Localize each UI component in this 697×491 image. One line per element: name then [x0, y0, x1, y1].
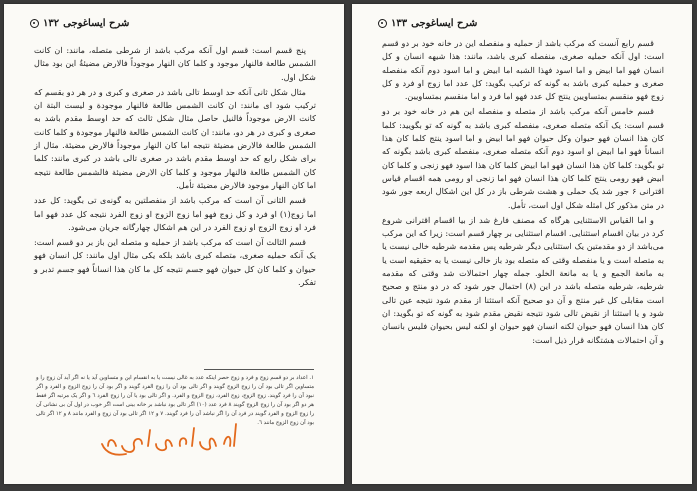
paragraph: قسم رابع آنست که مرکب باشد از حملیه و منفصله این در خانه خود بر دو قسم است: اول آنکه حملیه صغری، منفصله کبری باشد، مانند: هذا شیهه انسان و کل انسان فهو اما ابیض و اما اسود فهذا الشبه اما ابیض و اما اسود دوم آنکه منفصله صغری و حملیه کبری باشد به گونه که ترکیب بگوید: کل عدد اما زوج او فرد و کل زوج فهو منقسم بمتساویین ینتج کل عدد فهو اما فرد و اما منقسم بمتساویین.	[382, 38, 664, 102]
footnote: ١. اعداد بر دو قسم زوج و فرد و زوج حصر اینکه عدد به غالی نیست یا به انقسام این و متساوین آید یا نه اگر آید آن زوج را و متساوین اگر تالی بود آن را زوج الزوج گویند و اگر تالی بود آن را زوج الفرد گویند و اگر بود آن را زوج الزوج و الفرد و اگر نبود آن را فرد گویند. زوج الزوج، زوج الفرد، زوج الزوج و الفرد. و اگر تالی بود یا آن را زوج الفرد ٦ و اگر یک مرتبه اگر فقط هر دو اگر بود آن را زوج الزوج گویند ٨ فرد عدد (١٠) اگر تالی بود نباشد بر خانه بینی است اگر خوب در اول آن بی نشانی آن را زوج الزوج و الفرد گویند در فرد آن را اگر نباشد آن را فرد گویند. ٧ و ١٢ اگر تالی بود آن زوج و الفرد مانند ٨ و ١٢ اگر تالی بود آن زوج الزوج مانند ٦.	[36, 375, 314, 426]
right-page	[352, 4, 692, 484]
paragraph: و اما القیاس الاستثنایی هرگاه که مصنف فارغ شد از بیا اقسام اقترانی شروع کرد در بیان اقسام استثنایی. اقسام استثنایی بر چهار قسم است: زیرا که این مرکب می‌باشد از دو مقدمتین یک استثنایی دیگر شرطیه پس مقدمه شرطیه خالی نیست یا به متصله است و یا منفصله وقتی که متصله بود باز خالی نیست یا به حقیقیه است یا به مانعة الجمع و یا به مانعة الخلو. جمله چهار احتمالات شد وقتی که مقدمه شرطیه، شرطیه متصله باشد در این (٨) احتمال جور شود که در دو منتج و صحیح است مقابلی کل غیر منتج و آن دو صحیح آنکه استثنا از مقدم شود نتیجه عین تالی شود و یا استثنا از نقیض تالی شود نتیجه نقیض مقدم شود به گونه که تو بگوید: ان کان هذا انسان فهو حیوان لکنه انسان فهو حیوان او لکنه لیس بحیوان فلیس بانسان و آن احتمالات هشتگانه قرار ذیل است:	[382, 214, 664, 345]
paragraph: قسم خامس آنکه مرکب باشد از متصله و منفصله این هم در خانه خود بر دو قسم است: یک آنکه متصله صغری، منفصله کبری باشد به گونه که تو بگویید: کلما کان هذا انسان فهو حیوان وکل حیوان فهو اما ابیض و اما اسود ینتج کلما کان هذا انساناً فهو اما ابیض او اسود دوم آنکه متصله صغری، منفصله کبری باشد بگونه که تو بگوید: کلما کان هذا انسان فهو اما ابیض کلما کان هذا اسود فهو زنجی و کلما کان ابیض فهو رومی ینتج کلما کان هذا انسان فهو اما زنجی او رومی همه اقسام قیاس اقترانی ۶ جور شد یک حملی و هشت شرطی باز در کل این اشکال اربعه جور شود در متن مذکور کل امثله شکل اول است، تأمل.	[382, 106, 664, 210]
page-body	[34, 44, 316, 291]
paragraph: قسم الثالث آن است که مرکب باشد از حملیه و متصله این باز بر دو قسم است: یک آنکه حملیه صغری، متصله کبری باشد بلکه یکی مثال اول مانند: کل انسان فهو حیوان و کلما کان کل حیوان فهو جسم نتیجه کل ما کان هذا انساناً فهو جسم تدبر و تفکر.	[34, 237, 316, 288]
ornament-icon	[30, 19, 39, 28]
paragraph: پنج قسم است: قسم اول آنکه مرکب باشد از شرطی متصله، مانند: ان کانت الشمس طالعة فالنهار موجود و کلما کان النهار موجوداً فالارض مضیئةٌ این بود مثال شکل اول.	[34, 45, 316, 82]
page-body	[382, 37, 664, 349]
ornament-icon	[378, 19, 387, 28]
paragraph: قسم الثانی آن است که مرکب باشد از منفصلتین به گونه‌ی تی بگوید: کل عدد اما زوج(١) او فرد و کل زوج فهو اما زوج الزوج او زوج الفرد نتیجه کل عدد فهو اما فرد او زوج الزوج او زوج الفرد در این هم اشکال چهارگانه جریان می‌شود.	[34, 195, 316, 232]
page-header	[30, 16, 318, 30]
page-number: ١٣٢	[43, 17, 60, 29]
paragraph: مثال شکل ثانی آنکه حد اوسط تالی باشد در صغری و کبری و در هر دو بقسم که ترکیب شود ای مانند: ان کانت الشمس طالعة فالنهار موجودة و لیست البتة ان کانت الارض موجوداً فالنیل حاصل مثال شکل ثالث که حد اوسط مقدم باشد به صغری و کبری در هر دو، مانند: ان کانت الشمس طالعة فالنهار موجودة و کلما کانت الشمس طالعة فالارض مضیئة نتیجه اما کان النهار موجوداً فالارض مضیئة. مثال از برای شکل رابع که حد اوسط مقدم باشد در صغری تالی باشد در کبری مانند: کلما کان الشمس طالعة فالنهار موجود و کلما کان الارض مضیئة فالشمس طالعة نتیجه اما کان النهار موجود فالارض مضیئة تأمل.	[34, 86, 316, 190]
left-page	[4, 4, 344, 484]
running-title: شرح ایساغوجی	[411, 17, 478, 29]
running-title: شرح ایساغوجی	[63, 17, 130, 29]
page-number: ١٣٣	[391, 17, 408, 29]
page-header	[378, 16, 666, 30]
footnote-rule	[204, 369, 314, 370]
